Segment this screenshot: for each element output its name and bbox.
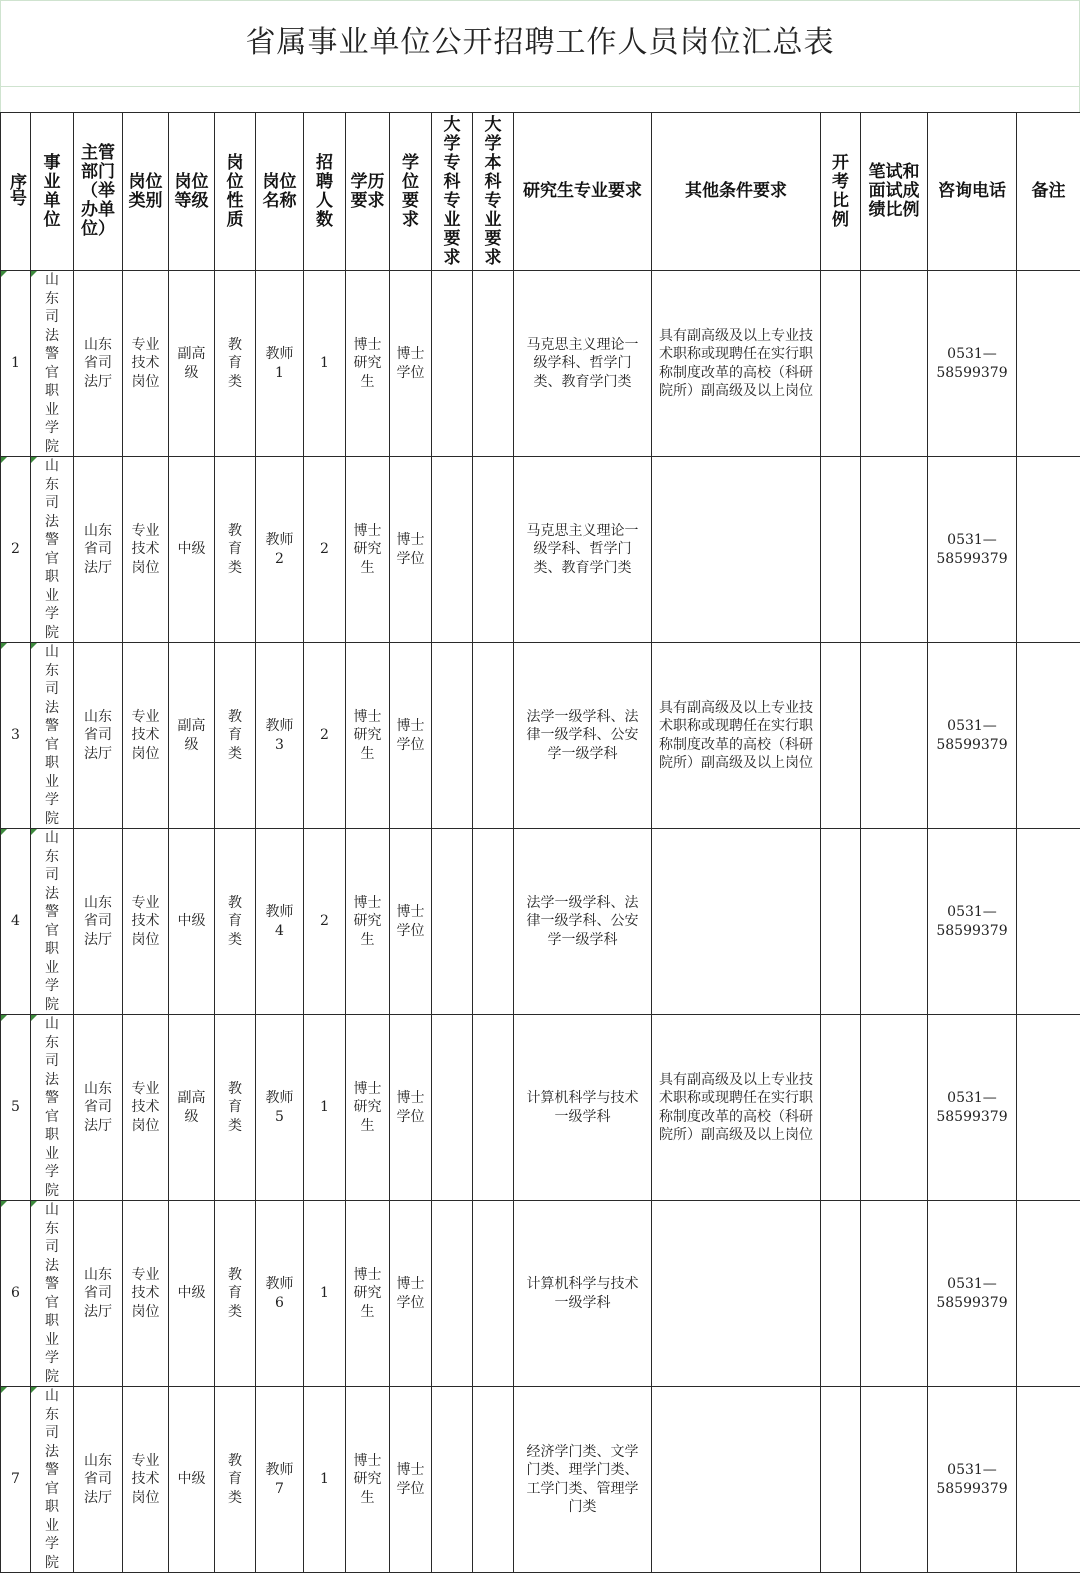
table-row	[1, 457, 1080, 643]
row-count: 1	[304, 271, 346, 457]
table-row	[1, 1201, 1080, 1387]
row-category: 专业技术岗位	[123, 1015, 169, 1201]
row-dept: 山东省司法厅	[74, 1201, 123, 1387]
row-name: 教师7	[256, 1387, 304, 1573]
header-grad: 研究生专业要求	[514, 113, 652, 271]
row-score	[861, 1387, 928, 1573]
row-edu: 博士研究生	[346, 643, 390, 829]
row-other: 具有副高级及以上专业技术职称或现聘任在实行职称制度改革的高校（科研院所）副高级及以上岗位	[652, 1015, 821, 1201]
row-phone: 0531—58599379	[928, 1201, 1017, 1387]
row-note	[1017, 1015, 1080, 1201]
row-note	[1017, 1201, 1080, 1387]
row-edu: 博士研究生	[346, 457, 390, 643]
row-college	[432, 1387, 473, 1573]
row-nature: 教育类	[215, 457, 256, 643]
row-note	[1017, 271, 1080, 457]
row-unit: 山东司法警官职业学院	[31, 1387, 74, 1573]
row-name: 教师4	[256, 829, 304, 1015]
row-unit: 山东司法警官职业学院	[31, 829, 74, 1015]
row-name: 教师5	[256, 1015, 304, 1201]
row-phone: 0531—58599379	[928, 1015, 1017, 1201]
row-college	[432, 1015, 473, 1201]
row-edu: 博士研究生	[346, 1387, 390, 1573]
row-level: 中级	[169, 457, 215, 643]
row-count: 2	[304, 829, 346, 1015]
row-degree: 博士学位	[390, 457, 432, 643]
row-phone: 0531—58599379	[928, 829, 1017, 1015]
row-level: 副高级	[169, 271, 215, 457]
row-bachelor	[473, 1201, 514, 1387]
row-seq: 4	[1, 829, 31, 1015]
row-unit: 山东司法警官职业学院	[31, 271, 74, 457]
row-count: 1	[304, 1201, 346, 1387]
header-unit: 事业单位	[31, 113, 74, 271]
row-name: 教师2	[256, 457, 304, 643]
row-count: 1	[304, 1015, 346, 1201]
row-category: 专业技术岗位	[123, 1387, 169, 1573]
header-row	[1, 113, 1080, 271]
row-score	[861, 643, 928, 829]
row-nature: 教育类	[215, 829, 256, 1015]
row-unit: 山东司法警官职业学院	[31, 457, 74, 643]
row-level: 副高级	[169, 1015, 215, 1201]
row-college	[432, 643, 473, 829]
row-nature: 教育类	[215, 1015, 256, 1201]
row-level: 副高级	[169, 643, 215, 829]
row-ratio	[821, 271, 861, 457]
row-degree: 博士学位	[390, 829, 432, 1015]
row-seq: 1	[1, 271, 31, 457]
table-row	[1, 271, 1080, 457]
row-nature: 教育类	[215, 1201, 256, 1387]
header-name: 岗位名称	[256, 113, 304, 271]
row-level: 中级	[169, 829, 215, 1015]
row-college	[432, 457, 473, 643]
row-level: 中级	[169, 1387, 215, 1573]
row-seq: 2	[1, 457, 31, 643]
row-grad: 马克思主义理论一级学科、哲学门类、教育学门类	[514, 271, 652, 457]
row-other	[652, 829, 821, 1015]
positions-table	[0, 112, 1080, 1573]
row-note	[1017, 643, 1080, 829]
row-bachelor	[473, 457, 514, 643]
row-bachelor	[473, 829, 514, 1015]
header-other: 其他条件要求	[652, 113, 821, 271]
row-other	[652, 1387, 821, 1573]
row-count: 1	[304, 1387, 346, 1573]
row-ratio	[821, 829, 861, 1015]
row-degree: 博士学位	[390, 1387, 432, 1573]
row-score	[861, 1201, 928, 1387]
row-nature: 教育类	[215, 271, 256, 457]
row-score	[861, 1015, 928, 1201]
row-name: 教师3	[256, 643, 304, 829]
row-score	[861, 457, 928, 643]
row-dept: 山东省司法厅	[74, 457, 123, 643]
row-grad: 法学一级学科、法律一级学科、公安学一级学科	[514, 643, 652, 829]
row-edu: 博士研究生	[346, 1015, 390, 1201]
row-dept: 山东省司法厅	[74, 1387, 123, 1573]
row-college	[432, 829, 473, 1015]
row-other	[652, 1201, 821, 1387]
header-bachelor: 大学本科专业要求	[473, 113, 514, 271]
row-college	[432, 1201, 473, 1387]
header-college: 大学专科专业要求	[432, 113, 473, 271]
table-row	[1, 1387, 1080, 1573]
row-category: 专业技术岗位	[123, 829, 169, 1015]
header-count: 招聘人数	[304, 113, 346, 271]
row-grad: 法学一级学科、法律一级学科、公安学一级学科	[514, 829, 652, 1015]
row-phone: 0531—58599379	[928, 1387, 1017, 1573]
header-score: 笔试和面试成绩比例	[861, 113, 928, 271]
row-seq: 6	[1, 1201, 31, 1387]
row-unit: 山东司法警官职业学院	[31, 1201, 74, 1387]
row-seq: 7	[1, 1387, 31, 1573]
row-edu: 博士研究生	[346, 271, 390, 457]
row-grad: 经济学门类、文学门类、理学门类、工学门类、管理学门类	[514, 1387, 652, 1573]
row-phone: 0531—58599379	[928, 643, 1017, 829]
row-dept: 山东省司法厅	[74, 643, 123, 829]
header-seq: 序号	[1, 113, 31, 271]
row-dept: 山东省司法厅	[74, 829, 123, 1015]
row-ratio	[821, 1387, 861, 1573]
header-degree: 学位要求	[390, 113, 432, 271]
table-row	[1, 829, 1080, 1015]
row-phone: 0531—58599379	[928, 457, 1017, 643]
row-score	[861, 829, 928, 1015]
row-degree: 博士学位	[390, 643, 432, 829]
row-ratio	[821, 1201, 861, 1387]
row-bachelor	[473, 1387, 514, 1573]
row-unit: 山东司法警官职业学院	[31, 643, 74, 829]
table-row	[1, 1015, 1080, 1201]
row-other: 具有副高级及以上专业技术职称或现聘任在实行职称制度改革的高校（科研院所）副高级及以上岗位	[652, 271, 821, 457]
row-ratio	[821, 1015, 861, 1201]
row-dept: 山东省司法厅	[74, 271, 123, 457]
row-edu: 博士研究生	[346, 1201, 390, 1387]
row-ratio	[821, 457, 861, 643]
row-dept: 山东省司法厅	[74, 1015, 123, 1201]
header-nature: 岗位性质	[215, 113, 256, 271]
row-bachelor	[473, 1015, 514, 1201]
row-nature: 教育类	[215, 643, 256, 829]
row-category: 专业技术岗位	[123, 457, 169, 643]
row-other	[652, 457, 821, 643]
row-ratio	[821, 643, 861, 829]
row-degree: 博士学位	[390, 1201, 432, 1387]
row-level: 中级	[169, 1201, 215, 1387]
row-note	[1017, 457, 1080, 643]
row-category: 专业技术岗位	[123, 1201, 169, 1387]
row-unit: 山东司法警官职业学院	[31, 1015, 74, 1201]
row-other: 具有副高级及以上专业技术职称或现聘任在实行职称制度改革的高校（科研院所）副高级及以上岗位	[652, 643, 821, 829]
row-name: 教师6	[256, 1201, 304, 1387]
row-seq: 5	[1, 1015, 31, 1201]
row-count: 2	[304, 457, 346, 643]
row-grad: 计算机科学与技术一级学科	[514, 1015, 652, 1201]
row-college	[432, 271, 473, 457]
row-note	[1017, 829, 1080, 1015]
header-phone: 咨询电话	[928, 113, 1017, 271]
header-dept: 主管部门（举办单位）	[74, 113, 123, 271]
row-grad: 计算机科学与技术一级学科	[514, 1201, 652, 1387]
row-edu: 博士研究生	[346, 829, 390, 1015]
table-row	[1, 643, 1080, 829]
row-degree: 博士学位	[390, 1015, 432, 1201]
row-grad: 马克思主义理论一级学科、哲学门类、教育学门类	[514, 457, 652, 643]
row-category: 专业技术岗位	[123, 271, 169, 457]
header-level: 岗位等级	[169, 113, 215, 271]
spacer-row	[0, 86, 1080, 113]
page-title: 省属事业单位公开招聘工作人员岗位汇总表	[0, 0, 1080, 86]
row-seq: 3	[1, 643, 31, 829]
header-category: 岗位类别	[123, 113, 169, 271]
row-degree: 博士学位	[390, 271, 432, 457]
header-note: 备注	[1017, 113, 1080, 271]
header-edu: 学历要求	[346, 113, 390, 271]
row-count: 2	[304, 643, 346, 829]
row-bachelor	[473, 643, 514, 829]
row-phone: 0531—58599379	[928, 271, 1017, 457]
row-note	[1017, 1387, 1080, 1573]
header-ratio: 开考比例	[821, 113, 861, 271]
row-category: 专业技术岗位	[123, 643, 169, 829]
row-name: 教师1	[256, 271, 304, 457]
row-score	[861, 271, 928, 457]
row-nature: 教育类	[215, 1387, 256, 1573]
row-bachelor	[473, 271, 514, 457]
